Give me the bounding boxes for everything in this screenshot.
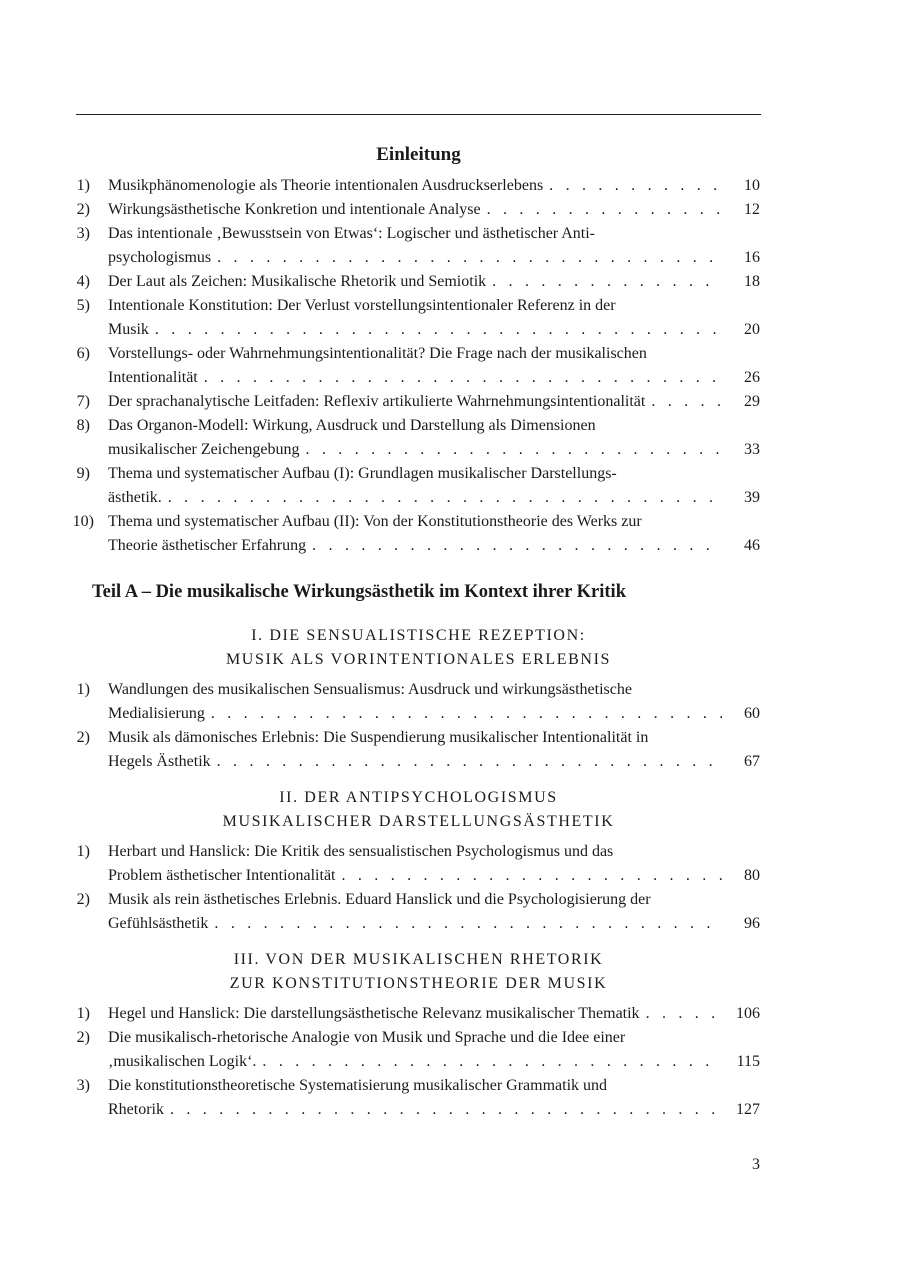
toc-entry-text: ästhetik. xyxy=(108,489,162,506)
toc-entry-page: 80 xyxy=(744,867,760,884)
section-heading: MUSIK ALS VORINTENTIONALES ERLEBNIS xyxy=(225,651,612,668)
toc-entry-text: Hegel und Hanslick: Die darstellungsästhetische Relevanz musikalischer Thematik xyxy=(108,1005,640,1022)
toc-entry-row xyxy=(108,912,760,936)
toc-entry-text: Die musikalisch-rhetorische Analogie von Musik und Sprache und die Idee einer xyxy=(108,1029,626,1046)
toc-entry-number: 8) xyxy=(76,417,90,434)
toc-entry-row xyxy=(108,864,760,888)
toc-entry-row xyxy=(108,198,760,222)
toc-entry-text: Medialisierung xyxy=(108,705,205,722)
section-heading: ZUR KONSTITUTIONSTHEORIE DER MUSIK xyxy=(229,975,608,992)
toc-entry-text: Thema und systematischer Aufbau (II): Von der Konstitutionstheorie des Werks zur xyxy=(108,513,642,530)
leader-dots xyxy=(217,246,722,270)
toc-entry-text: Das Organon-Modell: Wirkung, Ausdruck und Darstellung als Dimensionen xyxy=(108,417,596,434)
toc-entry-page: 115 xyxy=(736,1053,760,1070)
toc-entry-number: 2) xyxy=(76,201,90,218)
leader-dots xyxy=(492,270,722,294)
toc-entry-number: 3) xyxy=(76,1077,90,1094)
toc-entry-page: 96 xyxy=(744,915,760,932)
section-heading: II. DER ANTIPSYCHOLOGISMUS xyxy=(279,789,558,806)
toc-entry-row xyxy=(108,1098,760,1122)
leader-dots xyxy=(168,486,722,510)
header-rule xyxy=(76,114,761,115)
toc-entry-text: Wandlungen des musikalischen Sensualismus: Ausdruck und wirkungsästhetische xyxy=(108,681,632,698)
toc-entry-text: musikalischer Zeichengebung xyxy=(108,441,300,458)
toc-entry-text: Musikphänomenologie als Theorie intentionalen Ausdruckserlebens xyxy=(108,177,544,194)
section-heading: III. VON DER MUSIKALISCHEN RHETORIK xyxy=(233,951,604,968)
leader-dots xyxy=(214,912,722,936)
toc-entry-row xyxy=(108,270,760,294)
toc-entry-text: Rhetorik xyxy=(108,1101,164,1118)
toc-entry-row xyxy=(108,702,760,726)
toc-entry-number: 1) xyxy=(76,177,90,194)
toc-entry-text: Problem ästhetischer Intentionalität xyxy=(108,867,336,884)
toc-entry-row xyxy=(108,438,760,462)
toc-entry-row xyxy=(108,1002,760,1026)
toc-entry-text: Musik als dämonisches Erlebnis: Die Suspendierung musikalischer Intentionalität in xyxy=(108,729,649,746)
toc-entry-text: Wirkungsästhetische Konkretion und intentionale Analyse xyxy=(108,201,481,218)
toc-entry-number: 1) xyxy=(76,843,90,860)
toc-entry-page: 46 xyxy=(744,537,760,554)
toc-entry-row xyxy=(108,486,760,510)
toc-entry-page: 10 xyxy=(744,177,760,194)
toc-entry-page: 127 xyxy=(736,1101,760,1118)
section-heading: I. DIE SENSUALISTISCHE REZEPTION: xyxy=(251,627,586,644)
toc-entry-number: 2) xyxy=(76,1029,90,1046)
page-number: 3 xyxy=(752,1156,760,1173)
leader-dots xyxy=(342,864,723,888)
leader-dots xyxy=(312,534,722,558)
toc-entry-row xyxy=(108,750,760,774)
part-a-title: Teil A – Die musikalische Wirkungsästhetik im Kontext ihrer Kritik xyxy=(92,582,626,602)
toc-entry-text: Das intentionale ‚Bewusstsein von Etwas‘: Logischer und ästhetischer Anti- xyxy=(108,225,596,242)
toc-entry-number: 4) xyxy=(76,273,90,290)
toc-entry-text: Der sprachanalytische Leitfaden: Reflexiv artikulierte Wahrnehmungsintentionalität xyxy=(108,393,646,410)
toc-entry-text: Herbart und Hanslick: Die Kritik des sensualistischen Psychologismus und das xyxy=(108,843,614,860)
leader-dots xyxy=(549,174,722,198)
toc-entry-text: ‚musikalischen Logik‘. xyxy=(108,1053,257,1070)
toc-entry-text: Der Laut als Zeichen: Musikalische Rhetorik und Semiotik xyxy=(108,273,487,290)
toc-entry-text: Intentionalität xyxy=(108,369,198,386)
leader-dots xyxy=(204,366,722,390)
toc-entry-text: Hegels Ästhetik xyxy=(108,753,211,770)
leader-dots xyxy=(170,1098,722,1122)
toc-entry-page: 60 xyxy=(744,705,760,722)
toc-entry-page: 26 xyxy=(744,369,760,386)
toc-entry-page: 18 xyxy=(744,273,760,290)
toc-entry-row xyxy=(108,534,760,558)
toc-entry-text: Gefühlsästhetik xyxy=(108,915,209,932)
toc-entry-page: 16 xyxy=(744,249,760,266)
toc-entry-number: 2) xyxy=(76,891,90,908)
toc-entry-text: Musik xyxy=(108,321,149,338)
toc-entry-text: Die konstitutionstheoretische Systematisierung musikalischer Grammatik und xyxy=(108,1077,608,1094)
leader-dots xyxy=(217,750,722,774)
toc-entry-page: 29 xyxy=(744,393,760,410)
toc-entry-number: 9) xyxy=(76,465,90,482)
toc-entry-number: 1) xyxy=(76,681,90,698)
toc-entry-number: 5) xyxy=(76,297,90,314)
toc-entry-text: Intentionale Konstitution: Der Verlust vorstellungsintentionaler Referenz in der xyxy=(108,297,616,314)
toc-entry-row xyxy=(108,366,760,390)
toc-entry-number: 6) xyxy=(76,345,90,362)
toc-entry-row xyxy=(108,318,760,342)
toc-entry-text: psychologismus xyxy=(108,249,212,266)
toc-entry-number: 7) xyxy=(76,393,90,410)
toc-entry-number: 1) xyxy=(76,1005,90,1022)
toc-entry-page: 12 xyxy=(744,201,760,218)
toc-entry-page: 106 xyxy=(736,1005,760,1022)
leader-dots xyxy=(306,438,723,462)
toc-entry-page: 20 xyxy=(744,321,760,338)
toc-entry-text: Theorie ästhetischer Erfahrung xyxy=(108,537,307,554)
toc-entry-text: Vorstellungs- oder Wahrnehmungsintentionalität? Die Frage nach der musikalischen xyxy=(108,345,647,362)
leader-dots xyxy=(487,198,722,222)
toc-entry-row xyxy=(108,390,760,414)
section-heading: MUSIKALISCHER DARSTELLUNGSÄSTHETIK xyxy=(222,813,615,830)
intro-title: Einleitung xyxy=(376,144,461,165)
toc-entry-page: 33 xyxy=(744,441,760,458)
leader-dots xyxy=(646,1002,722,1026)
toc-entry-text: Thema und systematischer Aufbau (I): Grundlagen musikalischer Darstellungs- xyxy=(108,465,617,482)
leader-dots xyxy=(651,390,722,414)
leader-dots xyxy=(211,702,722,726)
toc-entry-page: 67 xyxy=(744,753,760,770)
toc-entry-row xyxy=(108,174,760,198)
leader-dots xyxy=(262,1050,722,1074)
toc-entry-row xyxy=(108,1050,760,1074)
toc-entry-number: 10) xyxy=(72,513,94,530)
toc-entry-page: 39 xyxy=(744,489,760,506)
leader-dots xyxy=(155,318,722,342)
toc-entry-number: 2) xyxy=(76,729,90,746)
toc-entry-text: Musik als rein ästhetisches Erlebnis. Eduard Hanslick und die Psychologisierung der xyxy=(108,891,651,908)
toc-entry-number: 3) xyxy=(76,225,90,242)
toc-entry-row xyxy=(108,246,760,270)
